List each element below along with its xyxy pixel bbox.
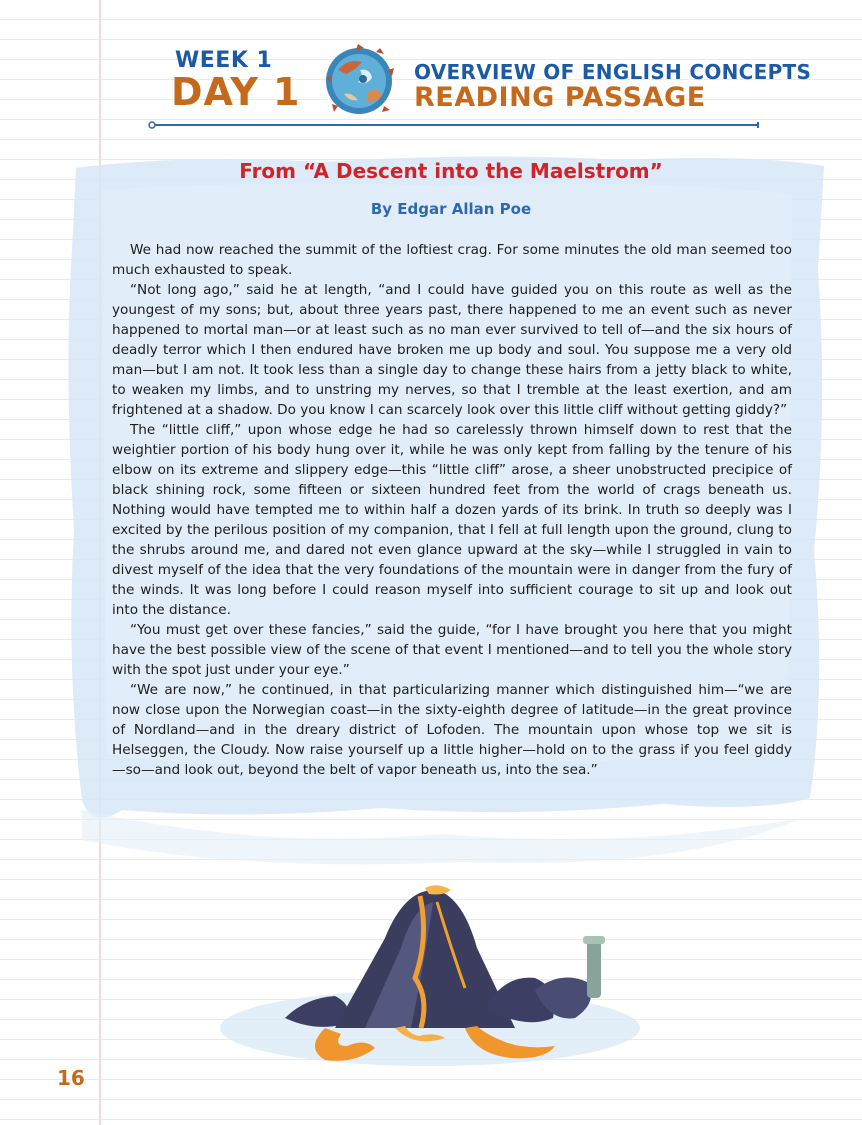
passage-title: From “A Descent into the Maelstrom”: [239, 159, 663, 183]
subsection-heading: READING PASSAGE: [414, 82, 706, 113]
day-label: DAY 1: [171, 70, 301, 114]
page-header: [0, 0, 862, 140]
week-label: WEEK 1: [175, 48, 273, 73]
passage-paragraph: The “little cliff,” upon whose edge he had so carelessly thrown himself down to rest that the weightier portion of his body hung over it, while he was only kept from falling by the tenure of his elbow on its extreme and slippery edge—this “little cliff” arose, a sheer unobstructed precipice of black shining rock, some fifteen or sixteen hundred feet from the world of crags beneath us. Nothing would have tempted me to within half a dozen yards of its brink. In truth so deeply was I excited by the perilous position of my companion, that I fell at full length upon the ground, clung to the shrubs around me, and dared not even glance upward at the sky—while I struggled in vain to divest myself of the idea that the very foundations of the mountain were in danger from the fury of the winds. It was long before I could reason myself into sufficient courage to sit up and look out into the distance.: [112, 422, 792, 618]
header-divider: [148, 121, 764, 129]
reading-passage: [112, 240, 792, 780]
page-number: 16: [57, 1066, 85, 1090]
passage-author: By Edgar Allan Poe: [370, 200, 532, 218]
section-heading: OVERVIEW OF ENGLISH CONCEPTS: [414, 60, 812, 84]
passage-paragraph: “We are now,” he continued, in that particularizing manner which distinguished him—“we are now close upon the Norwegian coast—in the sixty-eighth degree of latitude—in the great province of Nordland—and in the dreary district of Lofoden. The mountain upon whose top we sit is Helseggen, the Cloudy. Now raise yourself up a little higher—hold on to the grass if you feel giddy—so—and look out, beyond the belt of vapor beneath us, into the sea.”: [112, 682, 792, 778]
globe-badge-icon: [318, 40, 400, 122]
volcano-illustration: [215, 878, 645, 1068]
passage-paragraph: “Not long ago,” said he at length, “and I could have guided you on this route as well as the youngest of my sons; but, about three years past, there happened to me an event such as never happened to mortal man—or at least such as no man ever survived to tell of—and the six hours of deadly terror which I then endured have broken me up body and soul. You suppose me a very old man—but I am not. It took less than a single day to change these hairs from a jetty black to white, to weaken my limbs, and to unstring my nerves, so that I tremble at the least exertion, and am frightened at a shadow. Do you know I can scarcely look over this little cliff without getting giddy?”: [112, 282, 792, 418]
passage-paragraph: We had now reached the summit of the loftiest crag. For some minutes the old man seemed too much exhausted to speak.: [112, 242, 792, 278]
passage-paragraph: “You must get over these fancies,” said the guide, “for I have brought you here that you might have the best possible view of the scene of that event I mentioned—and to tell you the whole story with the spot just under your eye.”: [112, 622, 792, 678]
